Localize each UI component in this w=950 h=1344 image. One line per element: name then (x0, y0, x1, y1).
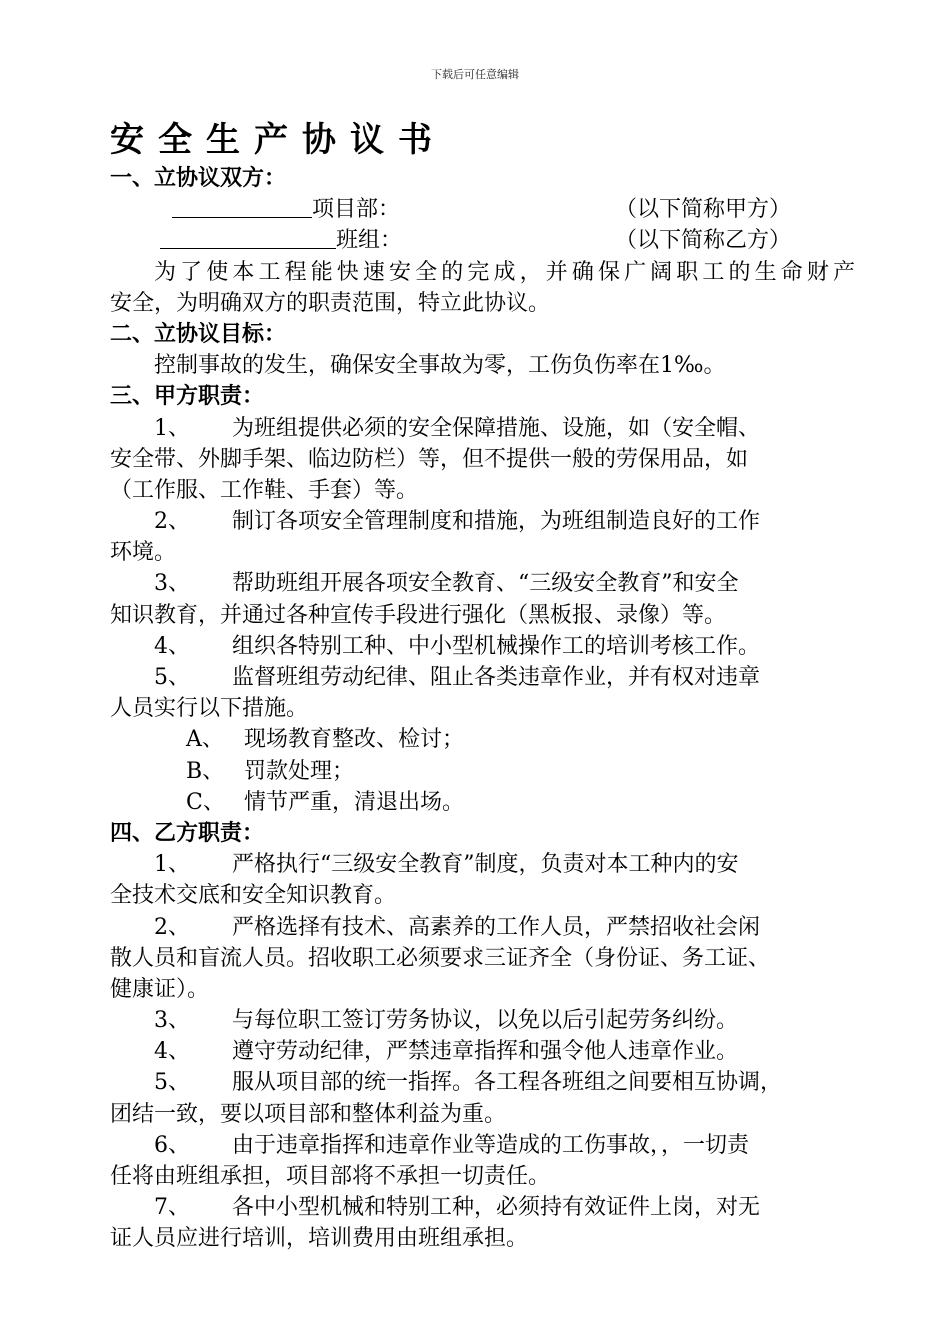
b6-line-2: 任将由班组承担，项目部将不承担一切责任。 (110, 1164, 551, 1189)
measure-b-number: B、 (186, 758, 225, 784)
header-note: 下载后可任意编辑 (431, 68, 519, 81)
a1-text-1: 为班组提供必须的安全保障措施、设施，如（安全帽、 (232, 415, 761, 441)
a3-line-1 (110, 568, 855, 599)
a1-line-1 (110, 413, 855, 444)
party-b-note: （以下简称乙方） (615, 228, 792, 254)
b6-line-1 (110, 1130, 855, 1161)
section-heading-goal: 二、立协议目标： (110, 321, 287, 347)
a2-number: 2、 (154, 509, 190, 535)
measure-c-text: 情节严重，清退出场。 (244, 789, 465, 815)
b2-line-1 (110, 912, 855, 943)
party-a-blank (172, 195, 312, 218)
a2-line-1 (110, 506, 855, 537)
measure-b (110, 756, 855, 787)
a3-number: 3、 (154, 571, 190, 597)
goal-text: 控制事故的发生，确保安全事故为零，工伤负伤率在1‰。 (154, 353, 726, 379)
b1-text-1: 严格执行“三级安全教育”制度，负责对本工种内的安 (232, 852, 739, 878)
b4-line-1 (110, 1036, 855, 1067)
b2-line-3: 健康证）。 (110, 976, 210, 1002)
b3-line-1 (110, 1005, 855, 1036)
party-b-label: 班组： (336, 228, 403, 254)
intro-line-2: 安全，为明确双方的职责范围，特立此协议。 (110, 290, 551, 316)
measure-b-text: 罚款处理； (244, 758, 355, 784)
section-heading-parties: 一、立协议双方： (110, 166, 287, 191)
a3-text-1: 帮助班组开展各项安全教育、“三级安全教育”和安全 (232, 571, 739, 597)
section-heading-party-b-duties: 四、乙方职责： (110, 820, 265, 846)
b3-number: 3、 (154, 1008, 190, 1034)
b5-line-1 (110, 1067, 855, 1098)
b6-text-1: 由于违章指挥和违章作业等造成的工伤事故，，一切责 (232, 1132, 750, 1158)
page-title: 安全生产协议书 (110, 120, 446, 160)
b2-number: 2、 (154, 914, 190, 940)
a5-text-1: 监督班组劳动纪律、阻止各类违章作业，并有权对违章 (232, 665, 761, 690)
a3-line-2: 知识教育，并通过各种宣传手段进行强化（黑板报、录像）等。 (110, 602, 727, 628)
a4-text-1: 组织各特别工种、中小型机械操作工的培训考核工作。 (232, 633, 761, 659)
b7-line-1 (110, 1192, 855, 1223)
b5-line-2: 团结一致，要以项目部和整体利益为重。 (110, 1101, 507, 1127)
a2-text-1: 制订各项安全管理制度和措施，为班组制造良好的工作 (232, 509, 761, 535)
b3-text-1: 与每位职工签订劳务协议，以免以后引起劳务纠纷。 (232, 1008, 739, 1034)
intro-line-1: 为了使本工程能快速安全的完成，并确保广阔职工的生命财产 (154, 259, 855, 285)
measure-c-number: C、 (186, 789, 225, 815)
b2-line-2: 散人员和盲流人员。招收职工必须要求三证齐全（身份证、务工证、 (110, 945, 771, 971)
b5-number: 5、 (154, 1070, 190, 1096)
a1-line-3: （工作服、工作鞋、手套）等。 (110, 477, 419, 503)
party-b-line (110, 225, 855, 256)
b7-text-1: 各中小型机械和特别工种，必须持有效证件上岗，对无 (232, 1195, 761, 1221)
party-a-note: （以下简称甲方） (615, 197, 792, 223)
b1-line-1 (110, 849, 855, 880)
b5-text-1: 服从项目部的统一指挥。各工程各班组之间要相互协调， (232, 1070, 783, 1096)
a5-number: 5、 (154, 665, 190, 690)
b1-number: 1、 (154, 852, 190, 878)
a1-number: 1、 (154, 415, 190, 441)
a2-line-2: 环境。 (110, 540, 177, 566)
b4-number: 4、 (154, 1039, 190, 1065)
b2-text-1: 严格选择有技术、高素养的工作人员，严禁招收社会闲 (232, 914, 761, 940)
measure-a-number: A、 (186, 727, 224, 753)
measure-a (110, 724, 855, 755)
a1-line-2: 安全带、外脚手架、临边防栏）等，但不提供一般的劳保用品，如 (110, 446, 749, 472)
party-a-line (110, 194, 855, 225)
b4-text-1: 遵守劳动纪律，严禁违章指挥和强令他人违章作业。 (232, 1039, 739, 1065)
a5-line-2: 人员实行以下措施。 (110, 696, 309, 722)
measure-a-text: 现场教育整改、检讨； (244, 727, 465, 753)
party-a-label: 项目部： (312, 197, 401, 223)
b1-line-2: 全技术交底和安全知识教育。 (110, 883, 397, 909)
a4-number: 4、 (154, 633, 190, 659)
section-heading-party-a-duties: 三、甲方职责： (110, 384, 265, 410)
a5-line-1 (110, 662, 855, 693)
document-body (110, 163, 855, 1255)
measure-c (110, 787, 855, 818)
b6-number: 6、 (154, 1132, 190, 1158)
b7-number: 7、 (154, 1195, 190, 1221)
party-b-blank (160, 226, 336, 249)
a4-line-1 (110, 631, 855, 662)
b7-line-2: 证人员应进行培训，培训费用由班组承担。 (110, 1226, 529, 1252)
